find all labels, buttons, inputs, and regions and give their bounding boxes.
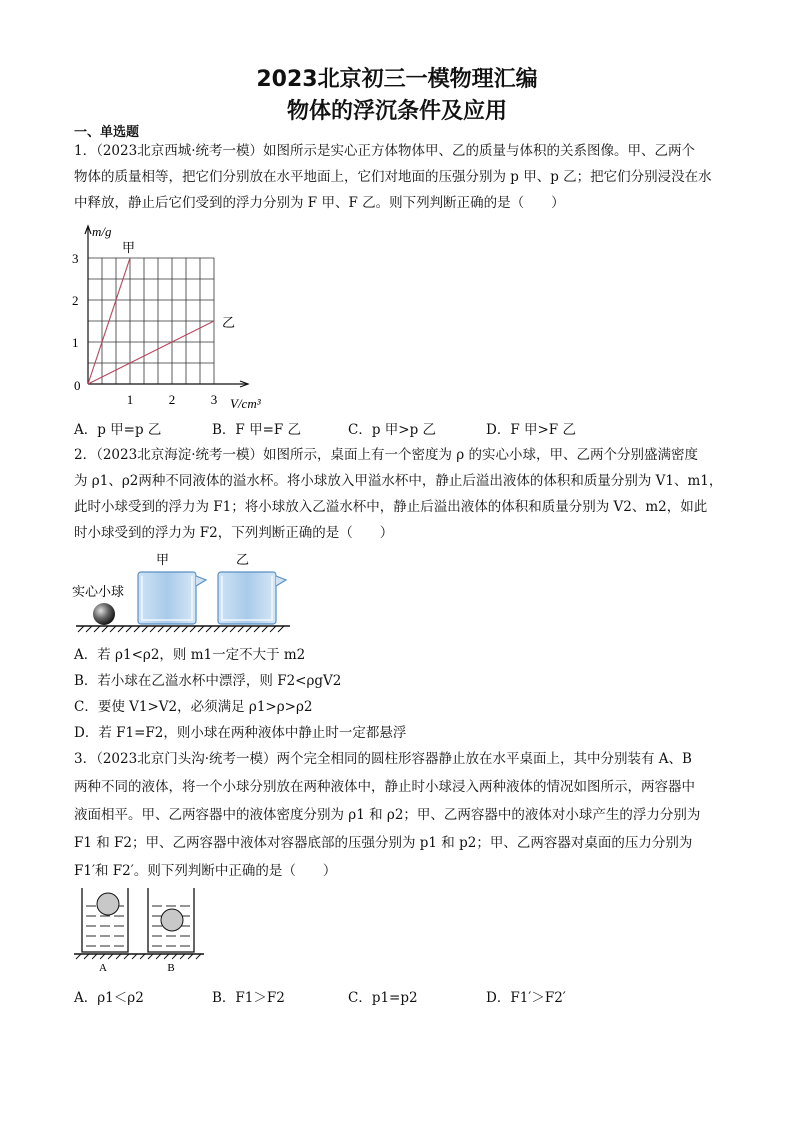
ball-label: 实心小球 [72,584,125,599]
x-axis-label: V/cm³ [230,396,261,411]
q2-line-1: 2．（2023北京海淀·统考一模）如图所示，桌面上有一个密度为 ρ 的实心小球，甲、乙两个分别盛满密度 [74,447,699,463]
q2-line-3: 此时小球受到的浮力为 F1；将小球放入乙溢水杯中，静止后溢出液体的体积和质量分别为 V2、m2，如此 [74,499,708,515]
y-axis-label: m/g [92,224,112,239]
q3-line-4: F1 和 F2；甲、乙两容器中液体对容器底部的压强分别为 p1 和 p2；甲、乙两容器对桌面的压力分别为 [74,835,693,851]
q2-line-2: 为 ρ1、ρ2两种不同液体的溢水杯。将小球放入甲溢水杯中，静止后溢出液体的体积和质量分别为 V1、m1， [74,473,723,489]
q1-option-a[interactable]: A．p 甲=p 乙 [74,422,162,438]
q3-option-a[interactable]: A．ρ1＜ρ2 [74,990,144,1006]
series-label-2: 乙 [222,315,236,330]
cup2-label: 乙 [236,552,250,567]
q2-option-b[interactable]: B．若小球在乙溢水杯中漂浮，则 F2<ρgV2 [74,673,342,689]
q2-option-c[interactable]: C．要使 V1>V2，必须满足 ρ1>ρ>ρ2 [74,699,313,715]
overflow-cup-2 [218,572,286,624]
x-tick-label: 1 [126,392,134,407]
mass-volume-chart [60,218,280,414]
overflow-cups-figure [66,546,296,636]
q2-option-a[interactable]: A．若 ρ1<ρ2，则 m1一定不大于 m2 [74,647,306,663]
x-tick-label: 2 [168,392,176,407]
table-surface [76,626,290,632]
q1-option-d[interactable]: D．F 甲>F 乙 [486,422,576,438]
y-tick-label: 3 [72,251,79,266]
q1-option-c[interactable]: C．p 甲>p 乙 [348,422,437,438]
q2-line-4: 时小球受到的浮力为 F2，下列判断正确的是（ ） [74,525,394,541]
label-b: B [167,962,175,974]
q2-option-d[interactable]: D．若 F1=F2，则小球在两种液体中静止时一定都悬浮 [74,725,407,741]
page-subtitle: 物体的浮沉条件及应用 [286,99,507,124]
chart-labels [72,224,262,411]
q1-line-2: 物体的质量相等，把它们分别放在水平地面上，它们对地面的压强分别为 p 甲、p 乙；把它们分别浸没在水 [74,169,712,185]
q3-option-d[interactable]: D．F1′＞F2′ [486,990,566,1006]
container-a [82,888,128,952]
q3-line-2: 两种不同的液体，将一个小球分别放在两种液体中，静止时小球浸入两种液体的情况如图所示，两容器中 [74,779,695,795]
label-a: A [99,962,107,974]
x-tick-label: 3 [210,392,218,407]
ball-in-a [97,893,119,915]
q1-line-1: 1．（2023北京西城·统考一模）如图所示是实心正方体物体甲、乙的质量与体积的关系图像。甲、乙两个 [74,143,695,159]
section-heading: 一、单选题 [74,125,140,140]
table-surface-2 [74,954,204,959]
q1-option-b[interactable]: B．F 甲=F 乙 [212,422,302,438]
series-label-1: 甲 [122,240,136,255]
q1-line-3: 中释放，静止后它们受到的浮力分别为 F 甲、F 乙。则下列判断正确的是（ ） [74,195,565,211]
y-tick-label: 1 [72,335,79,350]
chart-grid [88,258,214,384]
q3-option-b[interactable]: B．F1＞F2 [212,990,285,1006]
container-b [148,888,194,952]
origin-label: 0 [74,378,81,393]
overflow-cup-1 [138,572,206,624]
ball-in-b [161,909,183,931]
q3-option-c[interactable]: C．p1=p2 [348,990,418,1006]
cup1-label: 甲 [156,552,170,567]
solid-ball [93,603,115,625]
containers-figure [70,884,210,976]
series-line-2 [88,321,214,384]
q3-line-1: 3．（2023北京门头沟·统考一模）两个完全相同的圆柱形容器静止放在水平桌面上，其中分别装有 A、B [74,751,692,767]
q3-line-5: F1′和 F2′。则下列判断中正确的是（ ） [74,863,337,879]
page-title: 2023北京初三一模物理汇编 [256,67,538,92]
y-tick-label: 2 [72,293,79,308]
q3-line-3: 液面相平。甲、乙两容器中的液体密度分别为 ρ1 和 ρ2；甲、乙两容器中的液体对小球产生的浮力分别为 [74,807,701,823]
